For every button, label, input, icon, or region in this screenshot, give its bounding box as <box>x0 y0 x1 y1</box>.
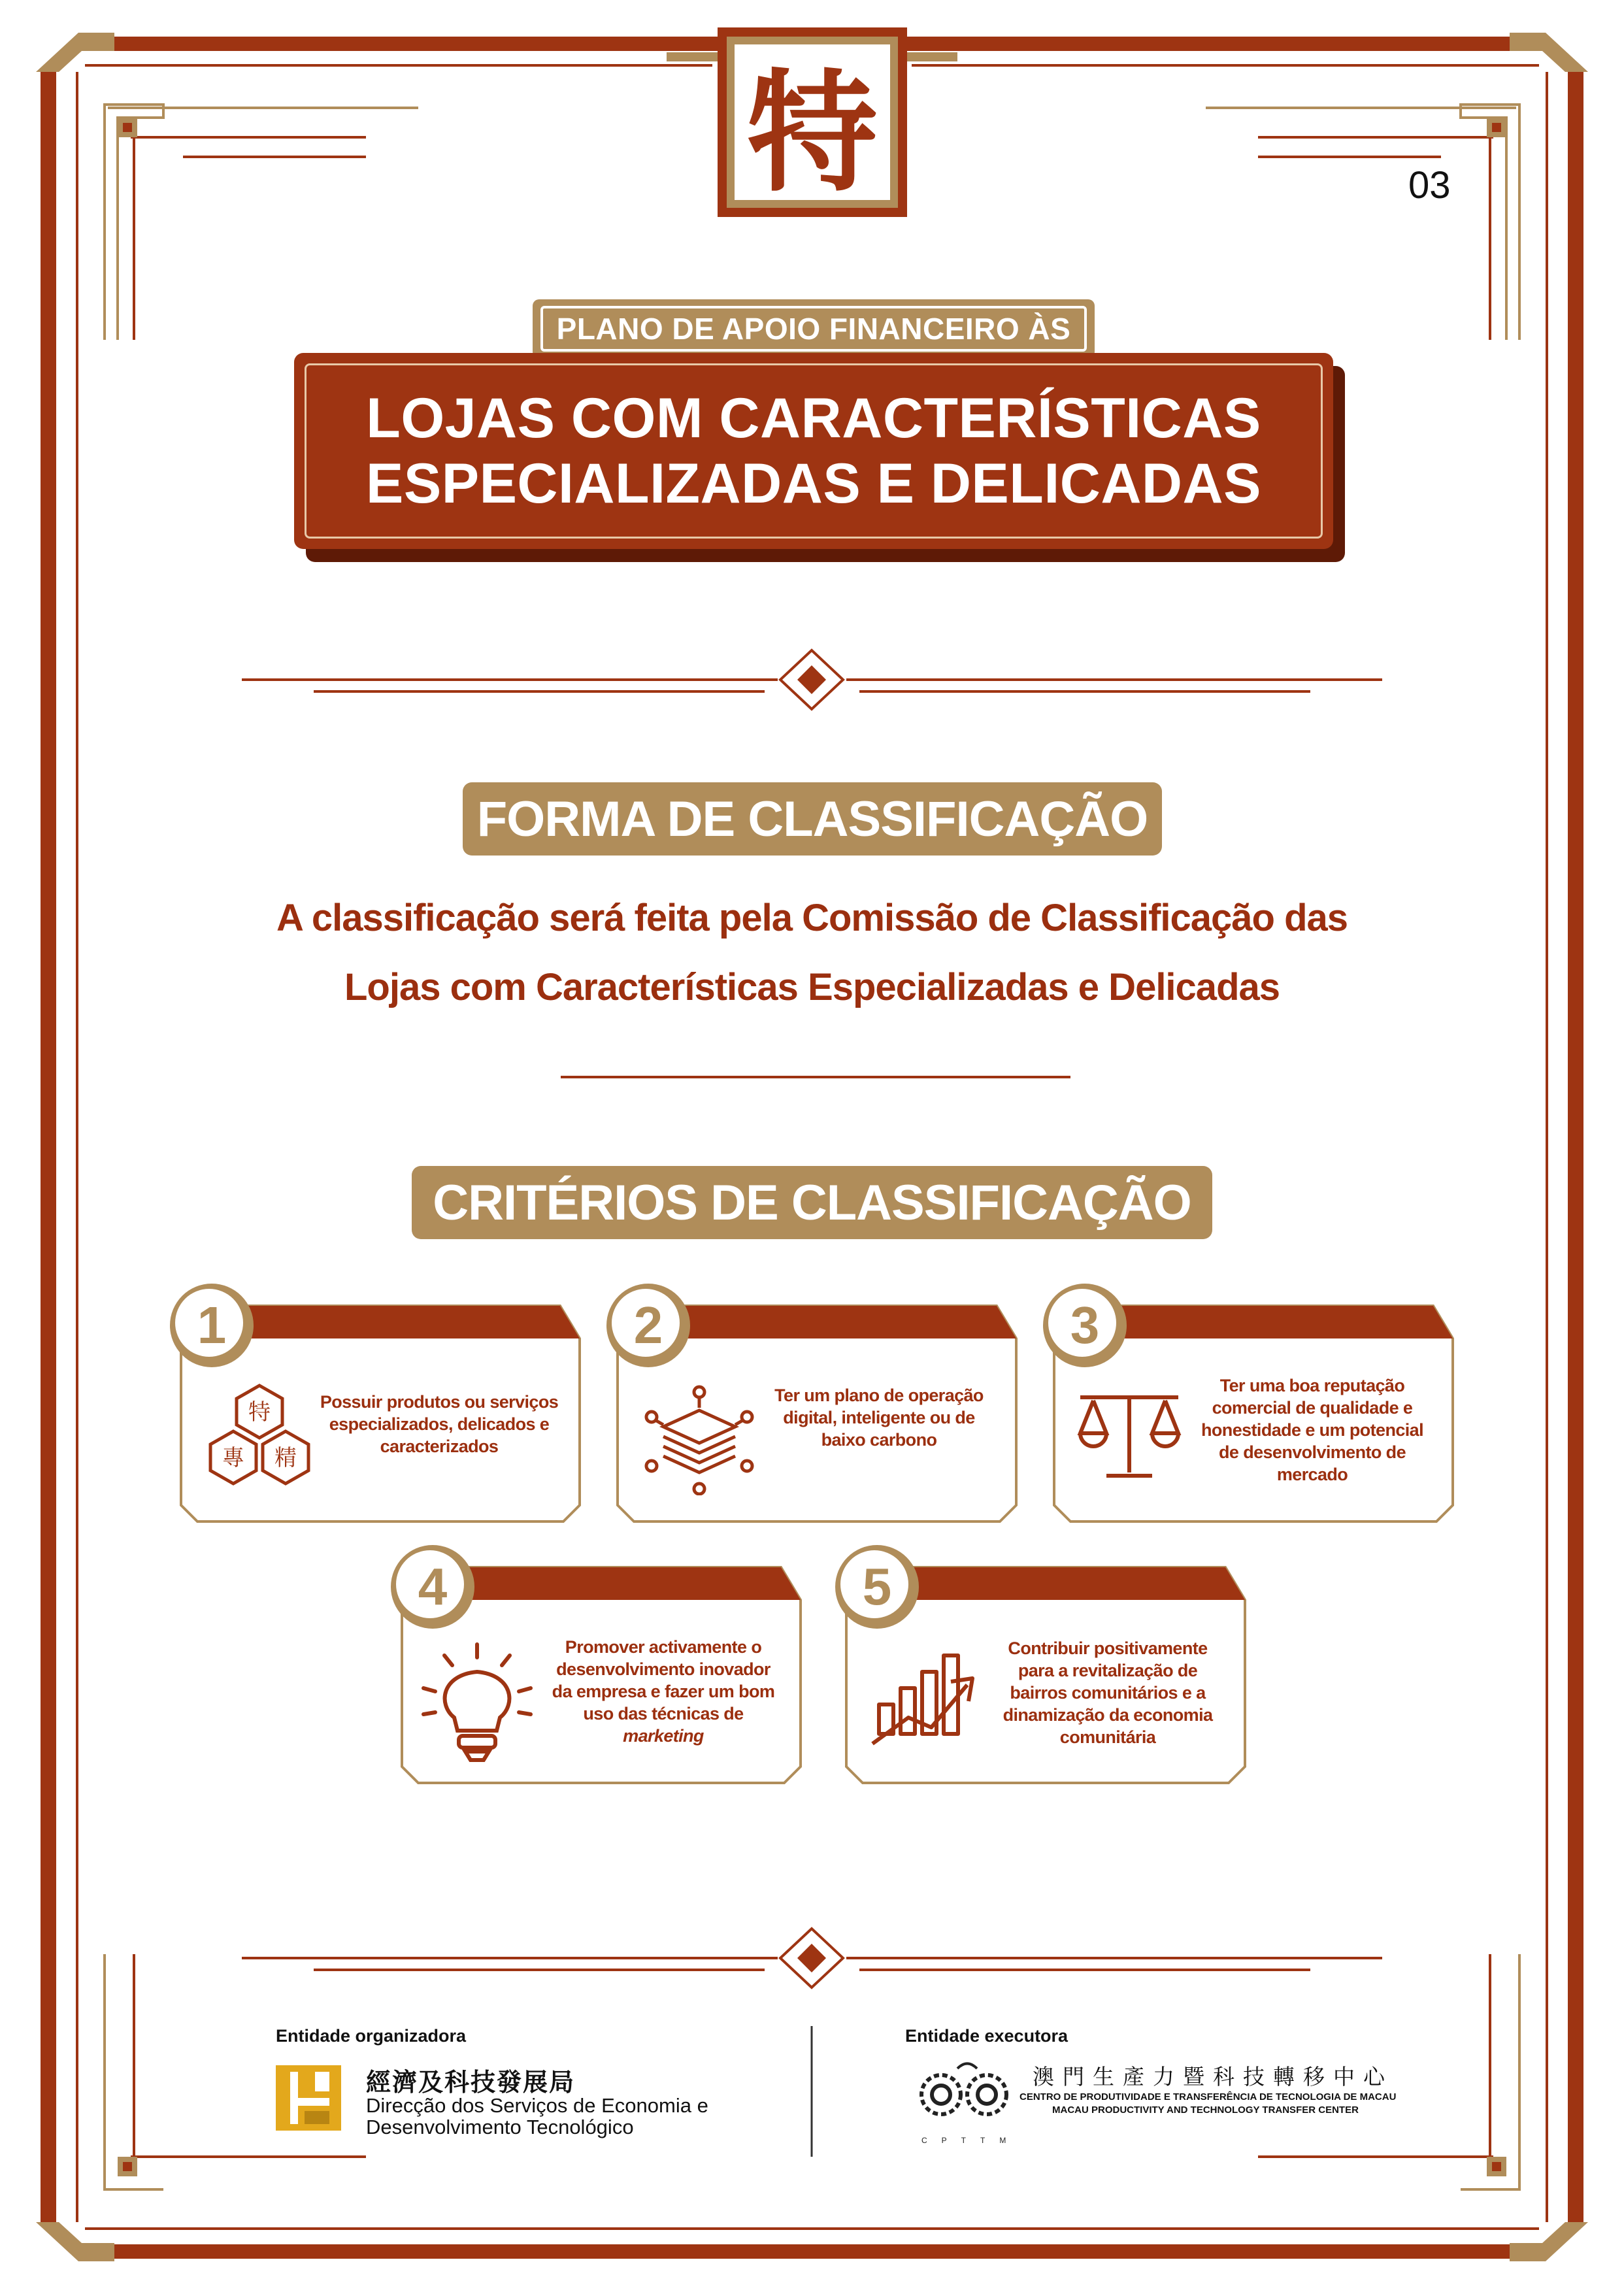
organizer-name-line-2: Desenvolvimento Tecnológico <box>366 2116 634 2138</box>
criterion-number-badge: 1 <box>170 1284 254 1367</box>
criterion-card-4 <box>399 1554 804 1789</box>
criterion-card-2 <box>614 1293 1019 1528</box>
organizer-name-chinese: 經濟及科技發展局 <box>366 2069 576 2097</box>
hexagon-characters-icon <box>201 1379 318 1497</box>
cpttm-logo-icon <box>912 2059 1016 2137</box>
criterios-heading: CRITÉRIOS DE CLASSIFICAÇÃO <box>412 1166 1212 1239</box>
seal-character: 特 <box>746 56 878 210</box>
subtitle-text: PLANO DE APOIO FINANCEIRO ÀS <box>556 312 1071 346</box>
criterion-number-badge: 3 <box>1043 1284 1127 1367</box>
criterion-text: Possuir produtos ou serviços especializados, delicados e caracterizados <box>320 1392 559 1456</box>
executor-name-chinese: 澳門生產力暨科技轉移中心 <box>1033 2065 1393 2089</box>
forma-description-line-2: Lojas com Características Especializadas e Delicadas <box>344 966 1280 1008</box>
criterion-text: Ter um plano de operação digital, inteligente ou de baixo carbono <box>774 1386 984 1450</box>
svg-text:精: 精 <box>274 1445 297 1471</box>
title-banner <box>294 353 1333 549</box>
criterion-text: Contribuir positivamente para a revitalização de bairros comunitários e a dinamização da economia comunitária <box>1003 1638 1213 1747</box>
title-line-2: ESPECIALIZADAS E DELICADAS <box>365 452 1262 515</box>
organizer-name-line-1: Direcção dos Serviços de Economia e <box>366 2094 708 2117</box>
cpttm-abbreviation: CPTTM <box>921 2136 1021 2145</box>
subtitle-banner <box>533 299 1095 358</box>
page-number: 03 <box>1408 164 1451 207</box>
balance-scale-icon <box>1074 1388 1185 1486</box>
criterion-text: Promover activamente o desenvolvimento inovador da empresa e fazer um bom uso das técnicas de marketing <box>552 1637 775 1746</box>
forma-heading: FORMA DE CLASSIFICAÇÃO <box>463 782 1162 856</box>
criterion-card-3 <box>1051 1293 1456 1528</box>
criterion-text: Ter uma boa reputação comercial de qualidade e honestidade e um potencial de desenvolvimento de mercado <box>1201 1376 1423 1484</box>
svg-text:特: 特 <box>248 1399 271 1425</box>
lightbulb-icon <box>418 1639 536 1763</box>
svg-text:專: 專 <box>222 1445 244 1471</box>
growth-chart-arrow-icon <box>869 1646 987 1750</box>
executor-name-portuguese: CENTRO DE PRODUTIVIDADE E TRANSFERÊNCIA DE TECNOLOGIA DE MACAU <box>1019 2091 1397 2103</box>
title-line-1: LOJAS COM CARACTERÍSTICAS <box>366 387 1261 450</box>
criterion-card-1 <box>178 1293 583 1528</box>
executor-name-english: MACAU PRODUCTIVITY AND TECHNOLOGY TRANSFER CENTER <box>1052 2104 1359 2116</box>
criterion-card-5 <box>843 1554 1248 1789</box>
criterion-number-badge: 5 <box>835 1545 919 1629</box>
layers-network-icon <box>644 1384 755 1495</box>
criterion-number-badge: 2 <box>606 1284 690 1367</box>
forma-description-line-1: A classificação será feita pela Comissão de Classificação das <box>276 897 1348 939</box>
criterion-number-badge: 4 <box>391 1545 474 1629</box>
dsedt-logo-icon <box>276 2065 341 2131</box>
executor-label: Entidade executora <box>905 2026 1069 2046</box>
organizer-label: Entidade organizadora <box>276 2026 467 2046</box>
